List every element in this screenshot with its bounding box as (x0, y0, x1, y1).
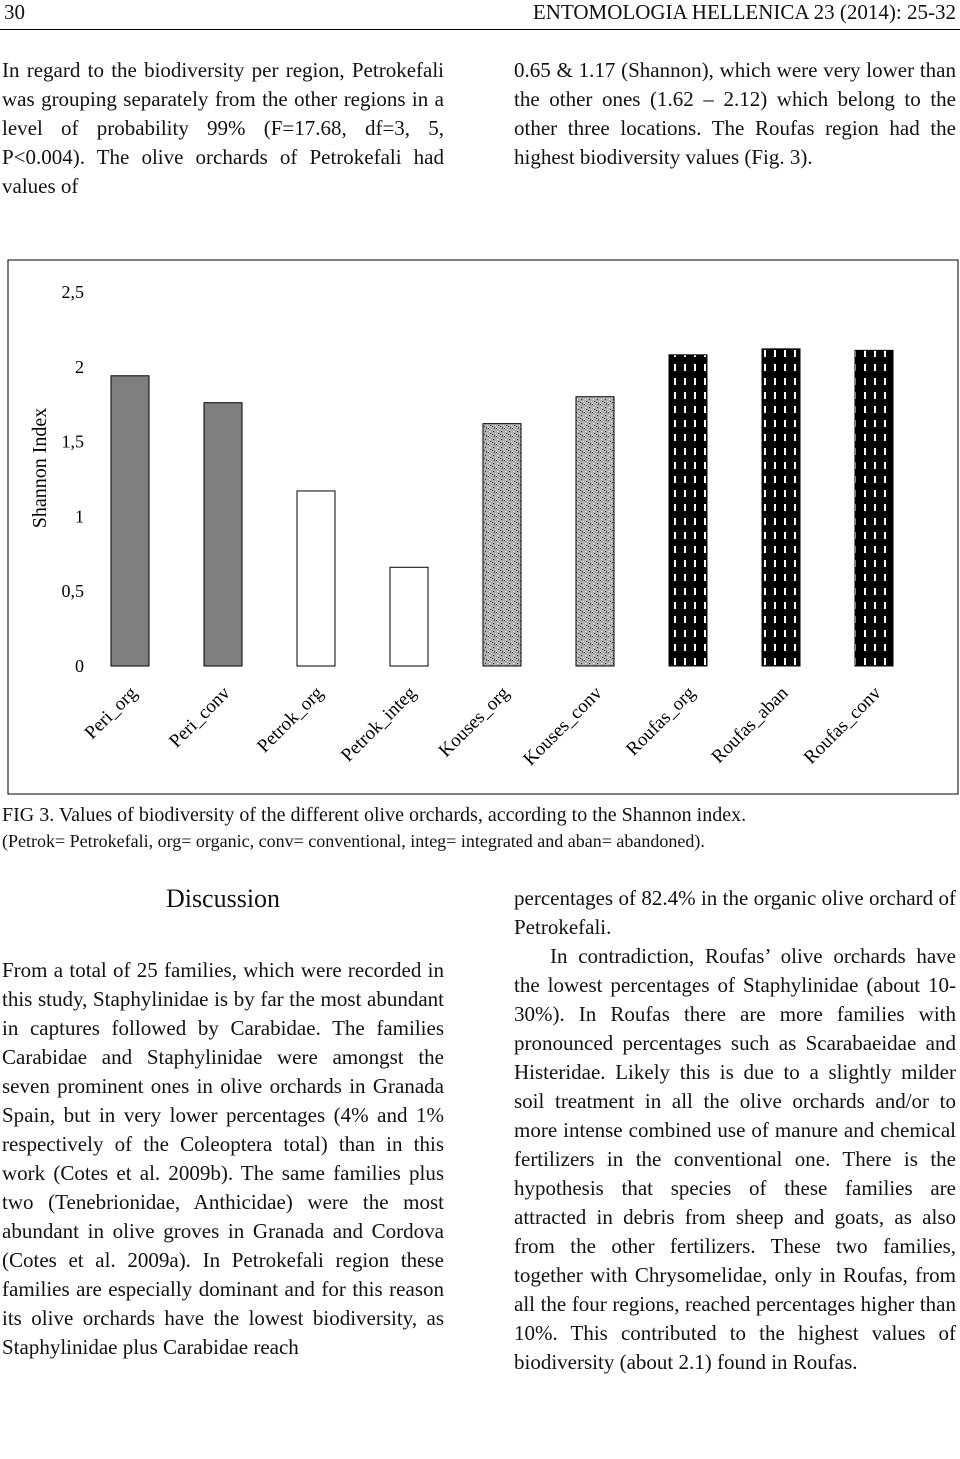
discussion-left-paragraph: From a total of 25 families, which were recorded in this study, Staphylinidae is by far the most abundant in captures followed by Carabidae. The families Carabidae and Staphylinidae were amongst the seven prominent ones in olive orchards in Granada Spain, but in very lower percentages (4% and 1% respectively of the Coleoptera total) than in this work (Cotes et al. 2009b). The same families plus two (Tenebrionidae, Anthicidae) were the most abundant in olive groves in Granada and Cordova (Cotes et al. 2009a). In Petrokefali region these families are especially dominant and for this reason its olive orchards have the lowest biodiversity, as Staphylinidae plus Carabidae reach (2, 958, 444, 1359)
intro-left-column (2, 56, 444, 201)
y-tick-label: 1,5 (61, 431, 84, 452)
caption-line-2: (Petrok= Petrokefali, org= organic, conv= conventional, integ= integrated and aban= abandoned). (2, 831, 705, 851)
bar-peri-conv (204, 403, 242, 666)
caption-line-1: FIG 3. Values of biodiversity of the different olive orchards, according to the Shannon index. (2, 804, 747, 826)
y-tick-label: 0,5 (61, 581, 84, 602)
shannon-bar-chart (0, 252, 960, 798)
discussion-left-column (2, 956, 444, 1362)
bar-petrok-integ (390, 567, 428, 666)
y-tick-label: 0 (75, 656, 84, 676)
y-tick-label: 2 (75, 356, 84, 377)
bar-roufas-org (669, 355, 707, 666)
bar-roufas-aban (762, 349, 800, 666)
bar-kouses-org (483, 424, 521, 666)
discussion-right-column (514, 884, 956, 1377)
figure-caption (2, 802, 958, 854)
discussion-right-paragraph-2: In contradiction, Roufas’ olive orchards have the lowest percentages of Staphylinidae (about 10-30%). In Roufas there are more families with pronounced percentages such as Scarabaeidae and Histeridae. Likely this is due to a slightly milder soil treatment in all the olive orchards and/or to more intense combined use of manure and chemical fertilizers in the conventional one. There is the hypothesis that species of these families are attracted in debris from sheep and goats, as also from the other fertilizers. These two families, together with Chrysomelidae, only in Roufas, from all the four regions, reached percentages higher than 10%. This contributed to the highest values of biodiversity (about 2.1) found in Roufas. (514, 944, 956, 1374)
x-tick-label: Kouses_org (434, 682, 514, 762)
journal-reference: ENTOMOLOGIA HELLENICA 23 (2014): 25-32 (532, 0, 956, 24)
figure-3 (0, 252, 960, 798)
header-rule (0, 29, 960, 30)
x-tick-label: Roufas_org (622, 682, 700, 760)
intro-right-column (514, 56, 956, 172)
intro-right-paragraph: 0.65 & 1.17 (Shannon), which were very lower than the other ones (1.62 – 2.12) which belong to the other three locations. The Roufas region had the highest biodiversity values (Fig. 3). (514, 58, 956, 169)
x-tick-label: Petrok_org (253, 682, 328, 757)
page-number: 30 (4, 0, 25, 24)
x-tick-label: Petrok_integ (337, 682, 421, 767)
x-tick-label: Peri_org (80, 682, 142, 744)
x-tick-label: Kouses_conv (519, 682, 607, 770)
section-title-discussion: Discussion (165, 884, 281, 913)
y-axis-title: Shannon Index (29, 407, 51, 529)
bar-petrok-org (297, 491, 335, 666)
running-head (0, 0, 960, 28)
discussion-right-paragraph-1: percentages of 82.4% in the organic olive orchard of Petrokefali. (514, 886, 956, 939)
y-tick-label: 1 (75, 506, 84, 527)
y-tick-label: 2,5 (61, 282, 84, 302)
bar-kouses-conv (576, 397, 614, 666)
x-tick-label: Peri_conv (165, 682, 235, 753)
bar-peri-org (111, 376, 149, 666)
x-tick-label: Roufas_aban (707, 682, 793, 768)
intro-left-paragraph: In regard to the biodiversity per region, Petrokefali was grouping separately from the other regions in a level of probability 99% (F=17.68, df=3, 5, P<0.004). The olive orchards of Petrokefali had values of (2, 58, 444, 198)
x-tick-label: Roufas_conv (799, 682, 886, 769)
bar-roufas-conv (855, 350, 893, 666)
